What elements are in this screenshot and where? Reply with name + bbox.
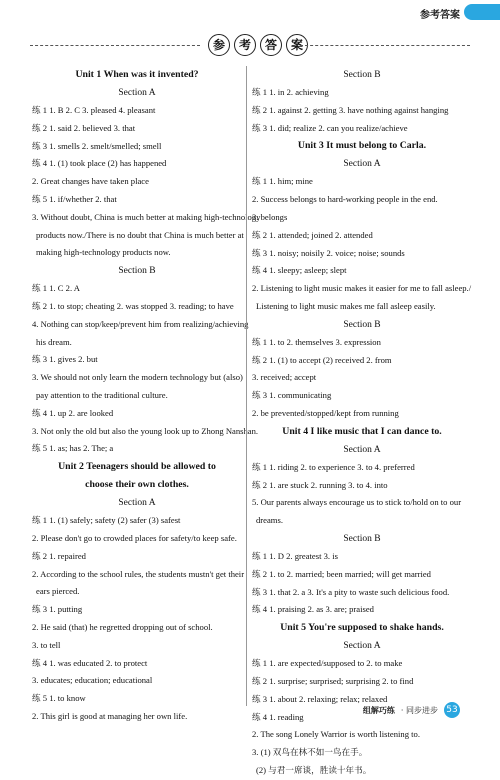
banner-char: 答 <box>260 34 282 56</box>
answer-line: 练 1 1. B 2. C 3. pleased 4. pleasant <box>32 105 156 115</box>
answer-line: ears pierced. <box>36 586 80 597</box>
answer-line: 练 2 1. attended; joined 2. attended <box>252 229 373 240</box>
section-title: Section A <box>343 159 381 170</box>
answer-line: 练 4 1. praising 2. as 3. are; praised <box>252 604 374 615</box>
answer-line: 练 3 1. putting <box>32 604 83 615</box>
answer-line: 练 1 1. D 2. greatest 3. is <box>252 550 338 561</box>
footer-brand: 组解巧练 <box>362 705 395 715</box>
column-divider <box>246 66 247 706</box>
answer-line: 3. (1) 双鸟在林不如一鸟在手。 <box>252 747 368 758</box>
answer-line: making high-technology products now. <box>36 247 171 258</box>
answer-line: 练 2 1. said 2. believed 3. that <box>32 122 136 133</box>
answer-line: 练 1 1. riding 2. to experience 3. to 4. preferred <box>252 461 415 472</box>
answer-line: 练 4 1. (1) took place (2) has happened <box>32 158 167 169</box>
answer-line: 练 3 1. communicating <box>252 390 332 401</box>
answer-line: 练 4 1. was educated 2. to protect <box>32 657 148 668</box>
answer-line: 练 2 1. (1) to accept (2) received 2. from <box>252 354 392 365</box>
answer-line: 练 3 1. smells 2. smelt/smelled; smell <box>32 140 162 151</box>
banner-line-left <box>30 45 200 46</box>
footer-sub: · 同步进步 <box>400 705 438 715</box>
unit-title: Unit 5 You're supposed to shake hands. <box>280 622 444 634</box>
answer-line: 练 4 1. sleepy; asleep; slept <box>252 265 347 276</box>
answer-line: 练 3 1. that 2. a 3. It's a pity to waste such delicious food. <box>252 586 450 597</box>
answer-line: dreams. <box>256 515 283 526</box>
unit-title: Unit 1 When was it invented? <box>75 69 199 80</box>
banner-char: 案 <box>286 34 308 56</box>
answer-line: 2. He said (that) he regretted dropping out of school. <box>32 621 213 632</box>
banner-char: 参 <box>208 34 230 56</box>
answer-line: 3. received; accept <box>252 372 317 383</box>
answer-line: 练 2 1. to stop; cheating 2. was stopped 3. reading; to have <box>32 300 234 311</box>
answer-banner <box>30 34 470 58</box>
answer-line: 练 5 1. if/whether 2. that <box>32 193 117 204</box>
answer-line: 练 3 1. noisy; noisily 2. voice; noise; sounds <box>252 247 405 258</box>
answer-line: his dream. <box>36 336 72 347</box>
answer-line: 3. educates; education; educational <box>32 675 153 686</box>
section-title: Section A <box>343 444 381 455</box>
banner-line-right <box>300 45 470 46</box>
answer-line: 2. Success belongs to hard-working people in the end. <box>252 194 438 205</box>
answer-line: 2. be prevented/stopped/kept from running <box>252 407 399 418</box>
section-title: Section A <box>118 88 156 98</box>
answer-line: 练 1 1. C 2. A <box>32 283 80 294</box>
unit-title: choose their own clothes. <box>85 479 189 491</box>
answer-line: 练 5 1. to know <box>32 693 86 704</box>
answer-line: 2. Please don't go to crowded places for safety/to keep safe. <box>32 532 237 543</box>
page-number: 53 <box>444 702 460 718</box>
answer-line: 练 2 1. surprise; surprised; surprising 2. to find <box>252 675 414 686</box>
answer-line: 练 1 1. (1) safely; safety (2) safer (3) safest <box>32 515 181 526</box>
answer-line: 练 4 1. up 2. are looked <box>32 407 114 418</box>
answer-line: 3. Without doubt, China is much better at making high-technology <box>32 211 261 222</box>
banner-char: 考 <box>234 34 256 56</box>
top-bar <box>0 0 500 28</box>
answer-line: 5. Our parents always encourage us to stick to/hold on to our <box>252 497 462 508</box>
right-column <box>252 66 472 780</box>
unit-title: Unit 4 I like music that I can dance to. <box>282 425 442 437</box>
answer-line: 2. According to the school rules, the students mustn't get their <box>32 568 245 579</box>
answer-line: 练 3 1. did; realize 2. can you realize/achieve <box>252 122 408 133</box>
answer-line: 2. Listening to light music makes it easier for me to fall asleep./ <box>252 283 472 294</box>
answer-line: 练 5 1. as; has 2. The; a <box>32 443 114 454</box>
answer-line: 4. Nothing can stop/keep/prevent him from realizing/achieving <box>32 318 249 329</box>
answer-key-label: 参考答案 <box>420 10 460 21</box>
page-footer <box>363 702 460 718</box>
answer-line: 练 4 1. reading <box>252 711 304 722</box>
answer-line: (2) 与君一席谈，胜读十年书。 <box>256 764 372 775</box>
section-title: Section A <box>343 641 381 652</box>
unit-title: Unit 3 It must belong to Carla. <box>297 140 427 152</box>
answer-line: 练 2 1. to 2. married; been married; will get married <box>252 568 431 579</box>
answer-line: 2. Great changes have taken place <box>32 176 149 187</box>
banner-chars <box>208 34 308 56</box>
section-title: Section B <box>343 319 381 330</box>
answer-line: 练 3 1. gives 2. but <box>32 354 98 365</box>
page-tab-marker <box>464 4 500 20</box>
answer-line: 3. belongs <box>252 211 288 222</box>
answer-line: 练 2 1. repaired <box>32 550 86 561</box>
answer-line: Listening to light music makes me fall asleep easily. <box>256 300 436 311</box>
answer-line: 2. This girl is good at managing her own life. <box>32 710 188 721</box>
answer-line: 3. We should not only learn the modern technology but (also) <box>32 372 243 383</box>
section-title: Section B <box>343 533 381 544</box>
answer-line: 3. to tell <box>32 639 61 650</box>
answer-line: 练 3 1. about 2. relaxing; relax; relaxed <box>252 693 388 704</box>
answer-line: 练 1 1. are expected/supposed to 2. to make <box>252 658 403 669</box>
answer-line: 练 1 1. in 2. achieving <box>252 87 329 97</box>
section-title: Section B <box>343 70 381 80</box>
section-title: Section B <box>118 266 156 277</box>
answer-line: 练 2 1. are stuck 2. running 3. to 4. into <box>252 479 388 490</box>
left-column <box>32 66 261 726</box>
answer-line: 练 2 1. against 2. getting 3. have nothing against hanging <box>252 104 449 115</box>
answer-line: pay attention to the traditional culture. <box>36 389 168 400</box>
unit-title: Unit 2 Teenagers should be allowed to <box>58 461 216 473</box>
answer-line: 3. Not only the old but also the young look up to Zhong Nanshan. <box>32 425 259 436</box>
answer-line: products now./There is no doubt that China is much better at <box>36 229 244 240</box>
section-title: Section A <box>118 498 156 509</box>
answer-line: 练 1 1. him; mine <box>252 176 313 187</box>
answer-line: 练 1 1. to 2. themselves 3. expression <box>252 336 381 347</box>
answer-line: 2. The song Lonely Warrior is worth listening to. <box>252 729 420 740</box>
